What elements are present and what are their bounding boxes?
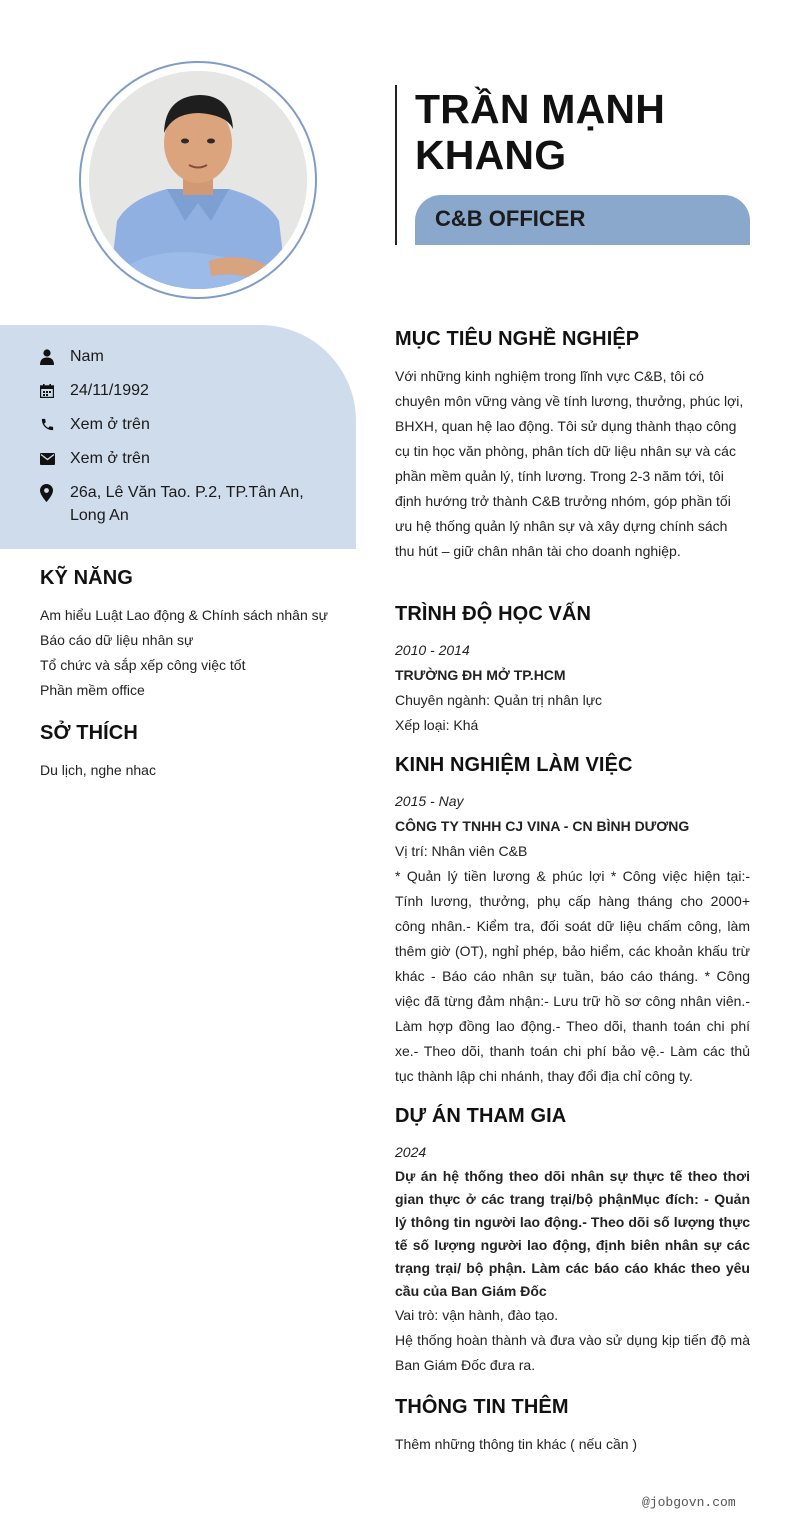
education-grade: Xếp loại: Khá [395,717,479,733]
job-title-badge [415,195,750,245]
hobbies-text: Du lịch, nghe nhac [40,762,156,778]
phone-value: Xem ở trên [70,416,150,433]
job-title: C&B OFFICER [435,206,586,231]
skill-item: Báo cáo dữ liệu nhân sự [40,632,194,648]
education-period: 2010 - 2014 [395,642,470,658]
extra-text: Thêm những thông tin khác ( nếu cần ) [395,1436,638,1452]
skill-item: Am hiểu Luật Lao động & Chính sách nhân sự [40,607,329,623]
contact-phone [40,413,340,436]
skills-heading: KỸ NĂNG [40,567,133,589]
birthday-value: 24/11/1992 [70,382,149,399]
education-heading: TRÌNH ĐỘ HỌC VẤN [395,603,592,625]
contact-email [40,447,340,470]
extra-heading: THÔNG TIN THÊM [395,1396,569,1418]
project-role: Vai trò: vận hành, đào tạo. [395,1307,559,1323]
candidate-name: TRẦN MẠNH KHANG [415,86,666,178]
skills-list [40,603,350,703]
gender-value: Nam [70,348,104,365]
name-divider [395,85,397,245]
project-year: 2024 [395,1144,427,1160]
objective-text: Với những kinh nghiệm trong lĩnh vực C&B, tôi có chuyên môn vững vàng về tính lương, thưởng, phúc lợi, BHXH, quan hệ lao động. Tôi sử dụng thành thạo công cụ tin học văn phòng, phân tích dữ liệu nhân sự và các phần mềm quản lý, tính lương. Trong 2-3 năm tới, tôi định hướng trở thành C&B trưởng nhóm, góp phần tối ưu hệ thống quản lý nhân sự và xây dựng chính sách thu hút – giữ chân nhân tài cho doanh nghiệp. [395,368,744,559]
calendar-icon [40,379,70,402]
objective-heading: MỤC TIÊU NGHỀ NGHIỆP [395,328,640,350]
experience-heading: KINH NGHIỆM LÀM VIỆC [395,754,633,776]
avatar-frame [79,61,317,299]
hobbies-heading: SỞ THÍCH [40,722,138,744]
contact-address [40,481,320,527]
skill-item: Phần mềm office [40,682,145,698]
experience-block [395,789,750,1089]
education-school: TRƯỜNG ĐH MỞ TP.HCM [395,667,566,683]
mail-icon [40,447,70,470]
projects-block [395,1140,750,1378]
education-block [395,638,750,738]
experience-period: 2015 - Nay [395,793,464,809]
education-major: Chuyên ngành: Quản trị nhân lực [395,692,603,708]
experience-company: CÔNG TY TNHH CJ VINA - CN BÌNH DƯƠNG [395,818,690,834]
person-icon [40,345,70,368]
projects-heading: DỰ ÁN THAM GIA [395,1105,567,1127]
avatar [89,71,307,289]
experience-role: Vị trí: Nhân viên C&B [395,843,528,859]
watermark: @jobgovn.com [642,1495,736,1510]
address-value: 26a, Lê Văn Tao. P.2, TP.Tân An, Long An [70,484,304,524]
email-value: Xem ở trên [70,450,150,467]
location-pin-icon [40,481,70,504]
skill-item: Tổ chức và sắp xếp công việc tốt [40,657,246,673]
contact-birthday [40,379,340,402]
project-name: Dự án hệ thống theo dõi nhân sự thực tế theo thơi gian thực ở các trang trại/bộ phậnMục đích: - Quản lý thông tin người lao động.- Theo dõi số lượng thực tế số lượng người lao động, định biên nhân sự các trạng trại/ bộ phận. Làm các báo cáo khác theo yêu cầu của Ban Giám Đốc [395,1168,750,1299]
contact-gender [40,345,340,368]
phone-icon [40,413,70,436]
project-result: Hệ thống hoàn thành và đưa vào sử dụng kịp tiến độ mà Ban Giám Đốc đưa ra. [395,1332,750,1373]
experience-description: * Quản lý tiền lương & phúc lợi * Công việc hiện tại:- Tính lương, thưởng, phụ cấp hàng tháng cho 2000+ công nhân.- Kiểm tra, đối soát dữ liệu chấm công, làm thêm giờ (OT), nghỉ phép, bảo hiểm, các khoản khấu trừ khác - Báo cáo nhân sự tuần, báo cáo tháng. * Công việc đã từng đảm nhận:- Lưu trữ hồ sơ công nhân viên.- Làm hợp đồng lao động.- Theo dõi, thanh toán chi phí xe.- Theo dõi, thanh toán chi phí bảo vệ.- Làm các thủ tục thành lập chi nhánh, thay đổi địa chỉ công ty. [395,868,750,1084]
portrait-image [89,71,307,289]
